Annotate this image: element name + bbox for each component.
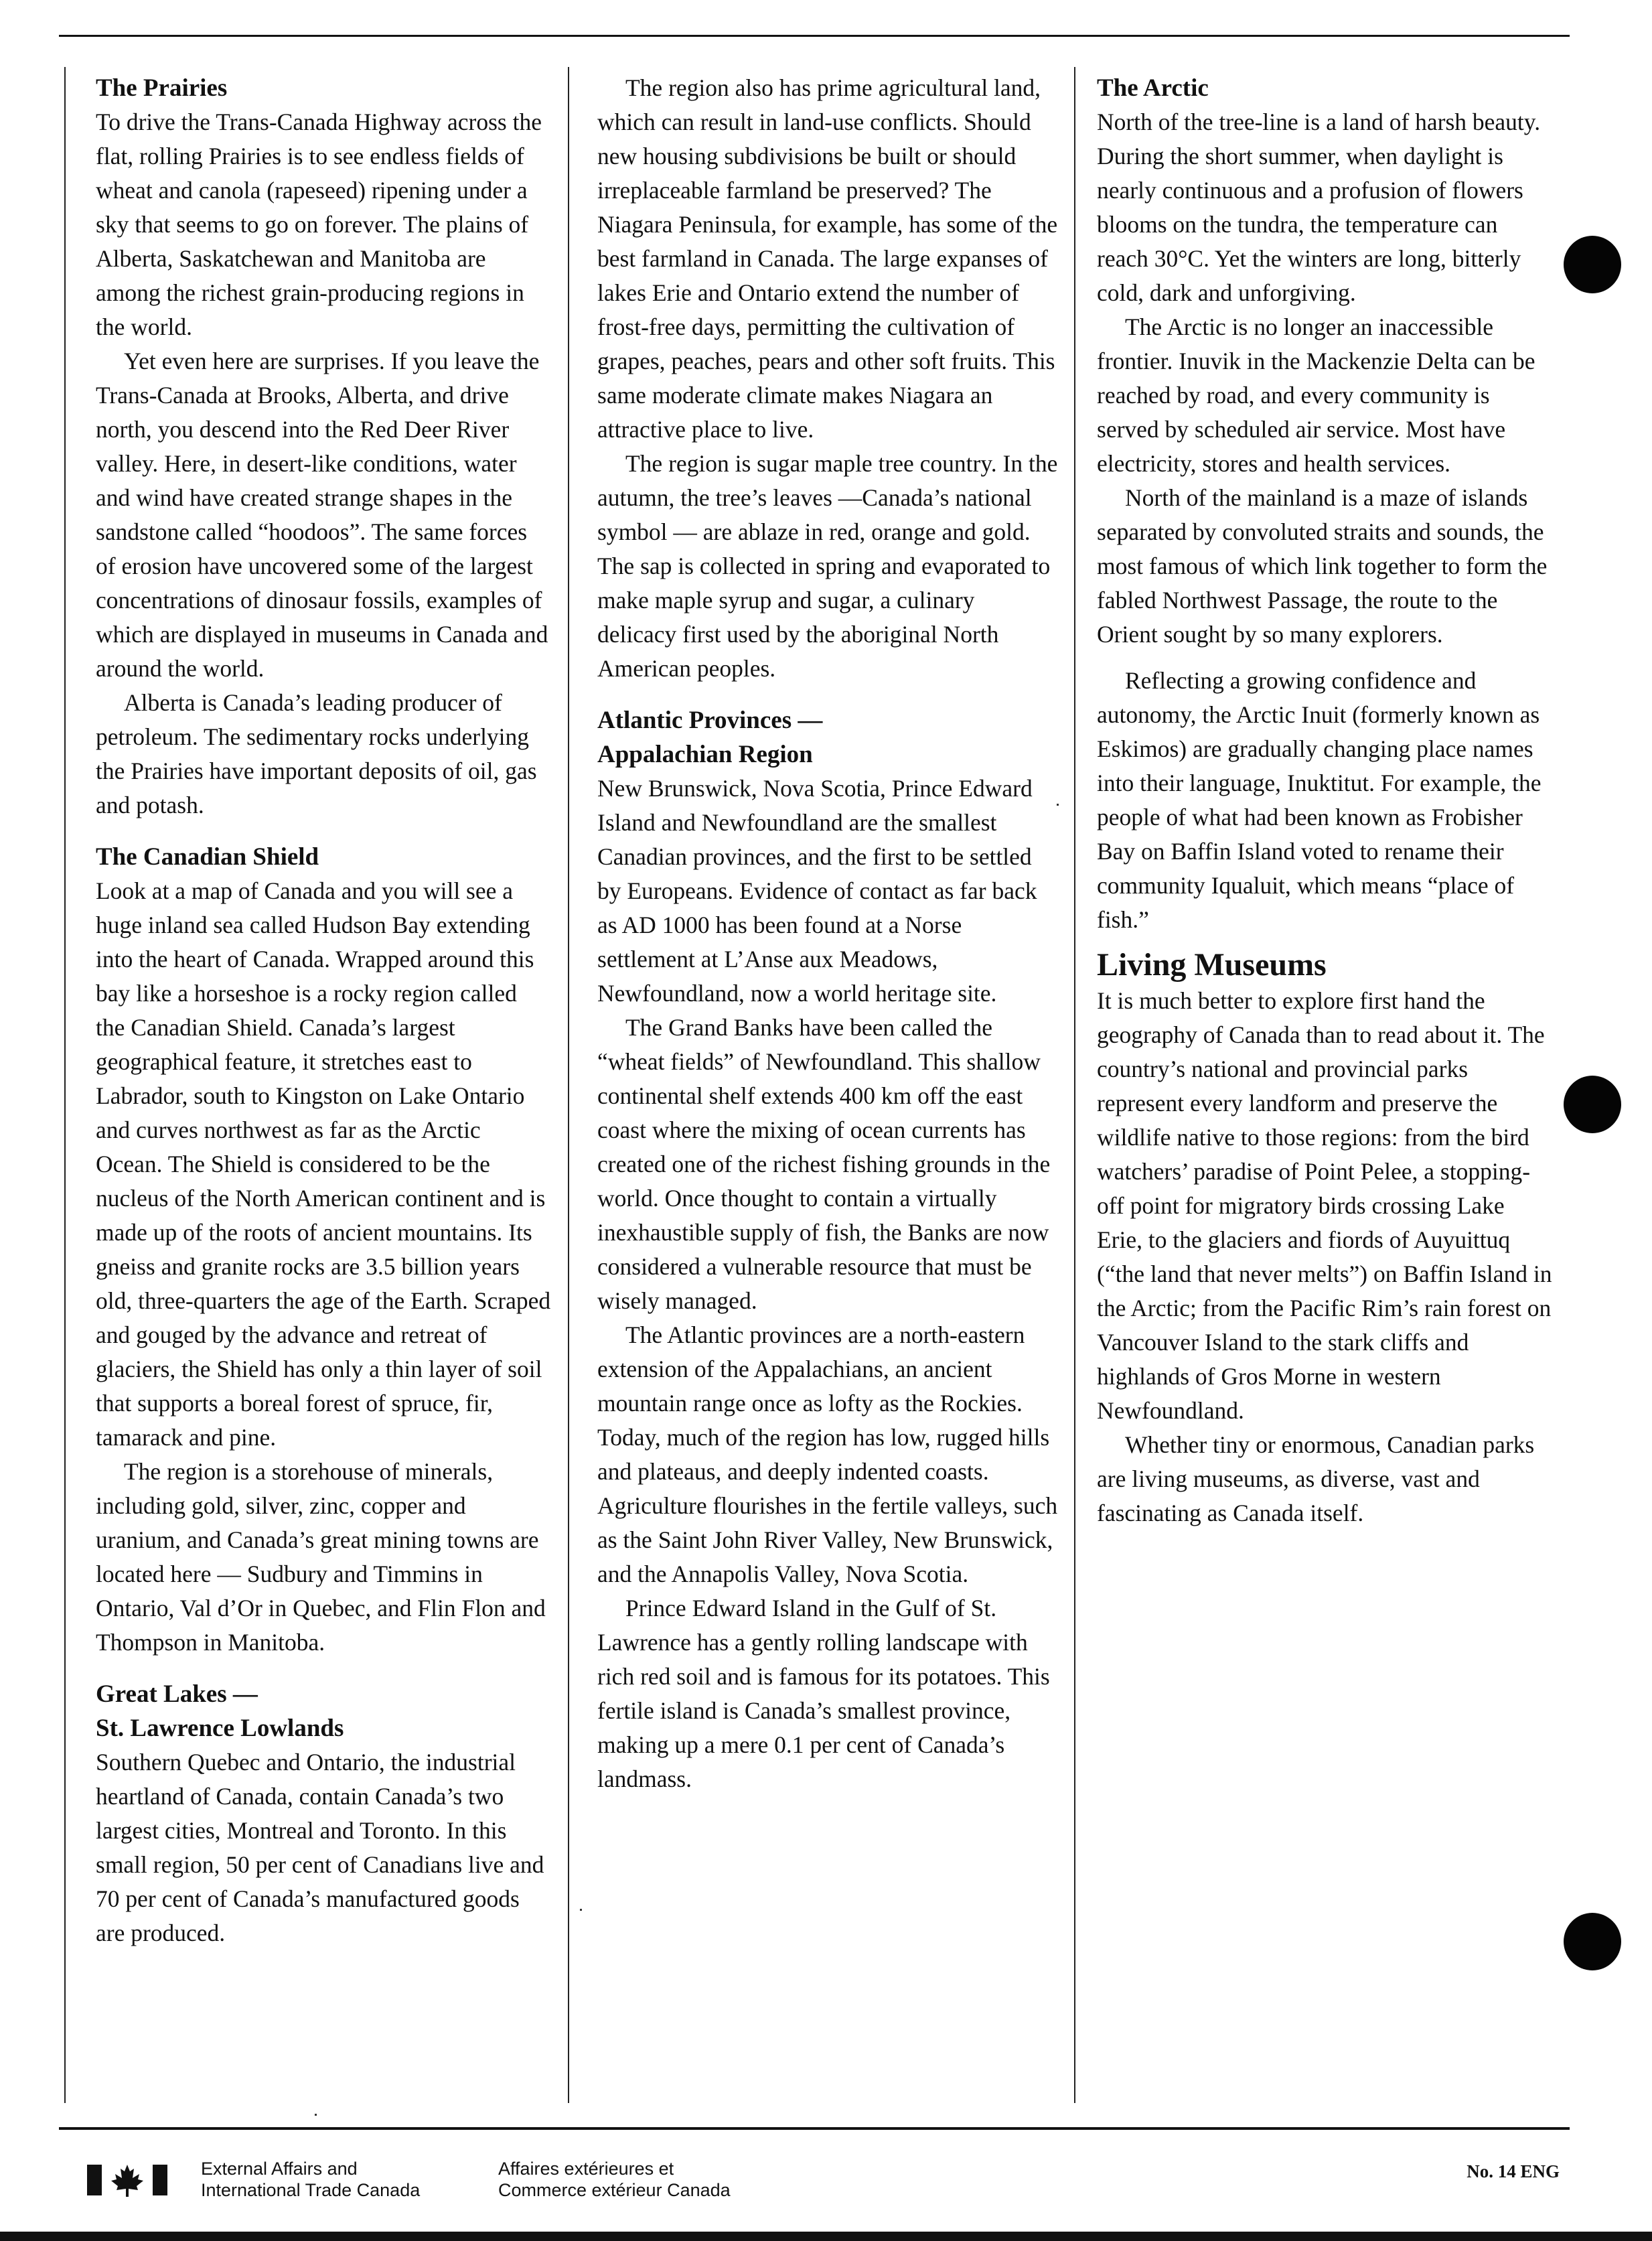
paragraph: The Arctic is no longer an inaccessible frontier. Inuvik in the Mackenzie Delta can be reached by road, and every community is served by scheduled air service. Most have electricity, stores and health services.	[1097, 313, 1535, 477]
footer-line: Affaires extérieures et	[498, 2159, 674, 2179]
paragraph: The region is a storehouse of minerals, including gold, silver, zinc, copper and uranium, and Canada’s great mining towns are located here — Sudbury and Timmins in Ontario, Val d’Or in Quebec, and Flin Flon and Thompson in Manitoba.	[96, 1458, 546, 1656]
speck	[580, 1909, 582, 1911]
column-3	[1097, 71, 1552, 1530]
section-heading: St. Lawrence Lowlands	[96, 1715, 344, 1742]
paragraph: Whether tiny or enormous, Canadian parks are living museums, as diverse, vast and fascinating as Canada itself.	[1097, 1431, 1535, 1526]
major-heading: Living Museums	[1097, 947, 1327, 983]
section-heading: Appalachian Region	[597, 741, 813, 768]
paragraph: Reflecting a growing confidence and autonomy, the Arctic Inuit (formerly known as Eskimos) are gradually changing place names into their language, Inuktitut. For example, the people of what had been known as Frobisher Bay on Baffin Island voted to rename their community Iqualuit, which means “place of fish.”	[1097, 667, 1542, 933]
paragraph: Southern Quebec and Ontario, the industrial heartland of Canada, contain Canada’s two largest cities, Montreal and Toronto. In this small region, 50 per cent of Canadians live and 70 per cent of Canada’s manufactured goods are produced.	[96, 1749, 544, 1946]
paragraph: North of the mainland is a maze of islands separated by convoluted straits and sounds, the most famous of which link together to form the fabled Northwest Passage, the route to the Orient sought by so many explorers.	[1097, 484, 1548, 648]
binder-hole	[1564, 1076, 1621, 1133]
footer-line: Commerce extérieur Canada	[498, 2180, 731, 2200]
section-heading: The Canadian Shield	[96, 843, 319, 871]
column-divider	[568, 67, 569, 2103]
paragraph: Prince Edward Island in the Gulf of St. Lawrence has a gently rolling landscape with rich red soil and is famous for its potatoes. This fertile island is Canada’s smallest province, making up a mere 0.1 per cent of Canada’s landmass.	[597, 1595, 1050, 1792]
scan-edge	[0, 2232, 1652, 2241]
column-divider	[64, 67, 66, 2103]
column-2	[597, 71, 1059, 1796]
footer-department-en	[201, 2158, 420, 2201]
paragraph: The region is sugar maple tree country. In the autumn, the tree’s leaves —Canada’s national symbol — are ablaze in red, orange and gold. The sap is collected in spring and evaporated to make maple syrup and sugar, a culinary delicacy first used by the aboriginal North American peoples.	[597, 450, 1058, 682]
paragraph: It is much better to explore first hand the geography of Canada than to read about it. The country’s national and provincial parks represent every landform and preserve the wildlife native to those regions: from the bird watchers’ paradise of Point Pelee, a stopping-off point for migratory birds crossing Lake Erie, to the glaciers and fiords of Auyuittuq (“the land that never melts”) on Baffin Island in the Arctic; from the Pacific Rim’s rain forest on Vancouver Island to the stark cliffs and highlands of Gros Morne in western Newfoundland.	[1097, 987, 1552, 1424]
speck	[315, 2114, 317, 2116]
paragraph: The Atlantic provinces are a north-eastern extension of the Appalachians, an ancient mountain range once as lofty as the Rockies. Today, much of the region has low, rugged hills and plateaus, and deeply indented coasts. Agriculture flourishes in the fertile valleys, such as the Saint John River Valley, New Brunswick, and the Annapolis Valley, Nova Scotia.	[597, 1321, 1058, 1587]
paragraph: Alberta is Canada’s leading producer of petroleum. The sedimentary rocks underlying the Prairies have important deposits of oil, gas and potash.	[96, 689, 537, 818]
paragraph: Yet even here are surprises. If you leave the Trans-Canada at Brooks, Alberta, and drive north, you descend into the Red Deer River valley. Here, in desert-like conditions, water and wind have created strange shapes in the sandstone called “hoodoos”. The same forces of erosion have uncovered some of the largest concentrations of dinosaur fossils, examples of which are displayed in museums in Canada and around the world.	[96, 348, 548, 682]
footer-rule	[59, 2127, 1570, 2130]
binder-hole	[1564, 236, 1621, 293]
footer-line: External Affairs and	[201, 2159, 358, 2179]
paragraph: To drive the Trans-Canada Highway across the flat, rolling Prairies is to see endless fields of wheat and canola (rapeseed) ripening under a sky that seems to go on forever. The plains of Alberta, Saskatchewan and Manitoba are among the richest grain-producing regions in the world.	[96, 109, 542, 340]
section-heading: Atlantic Provinces —	[597, 707, 823, 734]
footer-line: International Trade Canada	[201, 2180, 421, 2200]
section-heading: Great Lakes —	[96, 1680, 258, 1708]
paragraph: Look at a map of Canada and you will see a huge inland sea called Hudson Bay extending into the heart of Canada. Wrapped around this bay like a horseshoe is a rocky region called the Canadian Shield. Canada’s largest geographical feature, it stretches east to Labrador, south to Kingston on Lake Ontario and curves northwest as far as the Arctic Ocean. The Shield is considered to be the nucleus of the North American continent and is made up of the roots of ancient mountains. Its gneiss and granite rocks are 3.5 billion years old, three-quarters the age of the Earth. Scraped and gouged by the advance and retreat of glaciers, the Shield has only a thin layer of soil that supports a boreal forest of spruce, fir, tamarack and pine.	[96, 877, 551, 1451]
binder-hole	[1564, 1913, 1621, 1970]
column-1	[96, 71, 551, 1950]
section-heading: The Arctic	[1097, 74, 1209, 102]
footer-department-fr	[498, 2158, 731, 2201]
column-divider	[1074, 67, 1075, 2103]
paragraph: New Brunswick, Nova Scotia, Prince Edward Island and Newfoundland are the smallest Canadian provinces, and the first to be settled by Europeans. Evidence of contact as far back as AD 1000 has been found at a Norse settlement at L’Anse aux Meadows, Newfoundland, now a world heritage site.	[597, 775, 1037, 1007]
paragraph: The Grand Banks have been called the “wheat fields” of Newfoundland. This shallow continental shelf extends 400 km off the east coast where the mixing of ocean currents has created one of the richest fishing grounds in the world. Once thought to contain a virtually inexhaustible supply of fish, the Banks are now considered a vulnerable resource that must be wisely managed.	[597, 1014, 1051, 1314]
document-number: No. 14 ENG	[1467, 2161, 1560, 2181]
canada-flag-wordmark-icon	[87, 2161, 173, 2198]
top-rule	[59, 35, 1570, 37]
paragraph: North of the tree-line is a land of harsh beauty. During the short summer, when daylight is nearly continuous and a profusion of flowers blooms on the tundra, the temperature can reach 30°C. Yet the winters are long, bitterly cold, dark and unforgiving.	[1097, 109, 1541, 306]
paragraph: The region also has prime agricultural land, which can result in land-use conflicts. Should new housing subdivisions be built or should irreplaceable farmland be preserved? The Niagara Peninsula, for example, has some of the best farmland in Canada. The large expanses of lakes Erie and Ontario extend the number of frost-free days, permitting the cultivation of grapes, peaches, pears and other soft fruits. This same moderate climate makes Niagara an attractive place to live.	[597, 74, 1058, 443]
section-heading: The Prairies	[96, 74, 228, 102]
speck	[1057, 804, 1059, 806]
